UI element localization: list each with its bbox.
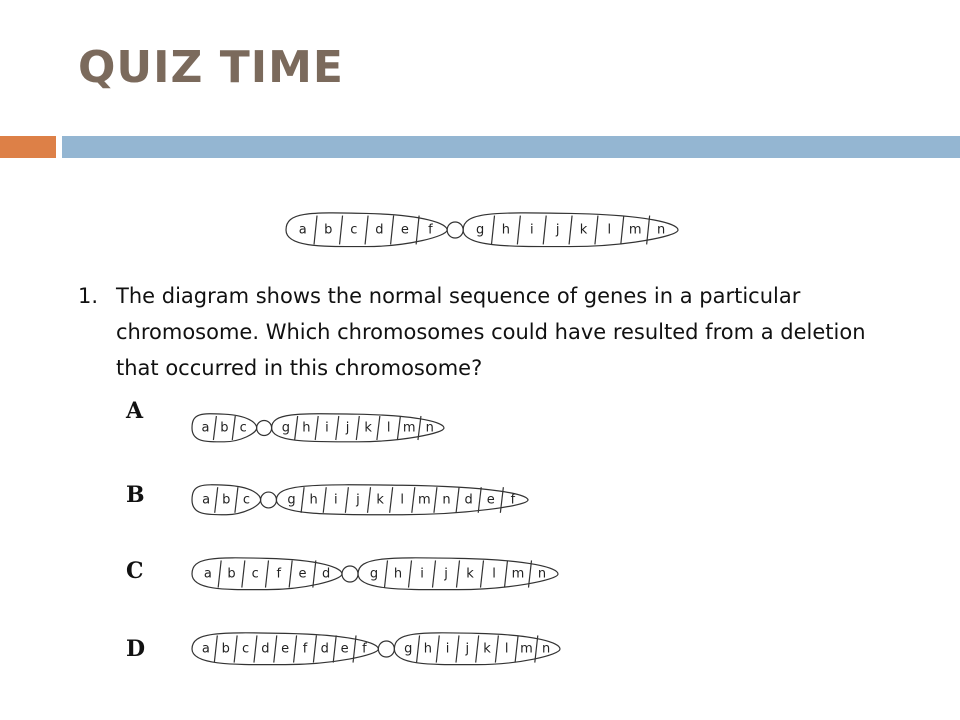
gene-label: d: [261, 641, 270, 657]
gene-divider: [266, 560, 269, 587]
gene-label: g: [475, 222, 485, 238]
gene-label: k: [364, 420, 372, 436]
gene-label: f: [362, 641, 367, 657]
gene-divider: [294, 635, 297, 662]
question-text: The diagram shows the normal sequence of genes in a particular chromosome. Which chromosomes could have resulted from a deletion that occurred in this chromosome?: [116, 284, 866, 380]
gene-label: n: [542, 641, 551, 657]
option-b-chromosome: [190, 482, 530, 518]
gene-label: a: [201, 420, 210, 436]
gene-label: f: [276, 566, 282, 582]
question-1: [78, 278, 898, 386]
option-c-letter: C: [126, 558, 144, 584]
option-d-chromosome: [190, 630, 562, 668]
accent-bar-blue: [62, 136, 960, 158]
gene-divider: [313, 560, 316, 587]
centromere: [261, 492, 277, 508]
gene-divider: [340, 216, 343, 245]
gene-divider: [481, 560, 484, 587]
gene-label: n: [656, 222, 666, 238]
gene-divider: [436, 635, 439, 662]
gene-label: m: [520, 641, 533, 657]
gene-divider: [412, 487, 415, 513]
gene-label: f: [510, 492, 516, 508]
gene-divider: [356, 416, 359, 440]
gene-divider: [397, 416, 400, 440]
gene-label: c: [239, 420, 247, 436]
gene-divider: [390, 487, 393, 513]
gene-divider: [621, 216, 624, 245]
gene-divider: [301, 487, 304, 513]
gene-divider: [215, 487, 218, 513]
gene-label: f: [302, 641, 308, 657]
gene-divider: [595, 216, 598, 245]
gene-label: l: [492, 566, 496, 582]
gene-label: n: [537, 566, 547, 582]
gene-label: j: [444, 566, 448, 582]
gene-label: i: [420, 566, 424, 582]
gene-divider: [385, 560, 388, 587]
gene-label: m: [511, 566, 525, 582]
gene-label: l: [504, 641, 509, 657]
option-a-letter: A: [126, 398, 144, 424]
gene-label: l: [400, 492, 405, 508]
gene-divider: [295, 416, 298, 440]
gene-label: g: [369, 566, 379, 582]
gene-divider: [377, 416, 380, 440]
option-d-letter: D: [126, 636, 146, 662]
normal-chromosome-diagram: [284, 210, 680, 250]
gene-divider: [434, 487, 437, 513]
slide-title: QUIZ TIME: [78, 42, 344, 93]
gene-divider: [416, 216, 419, 245]
gene-label: m: [418, 492, 431, 508]
gene-label: e: [400, 222, 409, 238]
gene-label: a: [298, 222, 307, 238]
gene-label: l: [607, 222, 612, 238]
gene-label: c: [350, 222, 358, 238]
gene-label: h: [393, 566, 403, 582]
option-c-chromosome: [190, 555, 560, 593]
gene-label: g: [287, 492, 296, 508]
gene-divider: [242, 560, 245, 587]
gene-label: c: [242, 492, 251, 508]
gene-divider: [314, 216, 317, 245]
gene-label: b: [221, 641, 230, 657]
gene-label: i: [333, 492, 338, 508]
gene-label: a: [201, 641, 210, 657]
gene-divider: [517, 216, 520, 245]
gene-divider: [433, 560, 436, 587]
gene-label: a: [203, 566, 212, 582]
gene-label: l: [386, 420, 391, 436]
gene-label: k: [579, 222, 588, 238]
gene-label: k: [483, 641, 491, 657]
gene-label: h: [501, 222, 511, 238]
gene-label: i: [529, 222, 534, 238]
gene-label: m: [402, 420, 416, 436]
gene-divider: [457, 560, 460, 587]
gene-label: h: [302, 420, 311, 436]
gene-label: d: [322, 566, 331, 582]
gene-label: k: [376, 492, 384, 508]
gene-label: m: [628, 222, 642, 238]
gene-divider: [232, 416, 235, 440]
gene-label: e: [298, 566, 307, 582]
gene-divider: [274, 635, 277, 662]
gene-divider: [365, 216, 368, 245]
gene-label: j: [555, 222, 560, 238]
gene-divider: [333, 635, 336, 662]
gene-label: g: [404, 641, 413, 657]
gene-divider: [478, 487, 481, 513]
gene-label: n: [442, 492, 451, 508]
gene-label: i: [325, 420, 329, 436]
centromere: [257, 421, 272, 436]
gene-divider: [505, 560, 508, 587]
gene-label: b: [324, 222, 333, 238]
accent-bar-orange: [0, 136, 56, 158]
centromere: [447, 222, 463, 238]
gene-label: e: [486, 492, 495, 508]
gene-divider: [345, 487, 348, 513]
gene-divider: [569, 216, 572, 245]
gene-label: f: [428, 222, 433, 238]
gene-divider: [214, 635, 217, 662]
gene-divider: [218, 560, 221, 587]
gene-divider: [235, 487, 238, 513]
gene-label: i: [445, 641, 450, 657]
gene-divider: [492, 216, 495, 245]
gene-label: a: [202, 492, 211, 508]
gene-divider: [495, 635, 498, 662]
gene-divider: [313, 635, 316, 662]
gene-label: c: [241, 641, 250, 657]
gene-divider: [456, 487, 459, 513]
gene-label: b: [220, 420, 229, 436]
gene-label: j: [356, 492, 360, 508]
gene-label: e: [281, 641, 290, 657]
gene-divider: [213, 416, 216, 440]
question-number: 1.: [78, 284, 99, 308]
gene-divider: [323, 487, 326, 513]
gene-label: d: [375, 222, 384, 238]
gene-label: e: [340, 641, 349, 657]
centromere: [378, 641, 394, 657]
option-a-chromosome: [190, 411, 446, 445]
gene-divider: [515, 635, 518, 662]
gene-divider: [543, 216, 546, 245]
gene-label: b: [222, 492, 231, 508]
gene-divider: [476, 635, 479, 662]
centromere: [342, 566, 358, 582]
gene-divider: [417, 635, 420, 662]
gene-label: h: [309, 492, 318, 508]
gene-divider: [234, 635, 237, 662]
gene-divider: [456, 635, 459, 662]
gene-label: c: [251, 566, 259, 582]
gene-divider: [289, 560, 292, 587]
gene-divider: [254, 635, 257, 662]
gene-label: k: [466, 566, 474, 582]
gene-label: d: [320, 641, 329, 657]
gene-divider: [391, 216, 394, 245]
gene-label: g: [281, 420, 291, 436]
gene-label: b: [227, 566, 236, 582]
gene-divider: [409, 560, 412, 587]
gene-label: h: [423, 641, 433, 657]
gene-label: d: [464, 492, 473, 508]
option-b-letter: B: [126, 482, 145, 508]
gene-divider: [336, 416, 339, 440]
gene-label: j: [345, 420, 350, 436]
gene-label: n: [425, 420, 434, 436]
gene-label: j: [465, 641, 470, 657]
gene-divider: [368, 487, 371, 513]
gene-divider: [315, 416, 318, 440]
